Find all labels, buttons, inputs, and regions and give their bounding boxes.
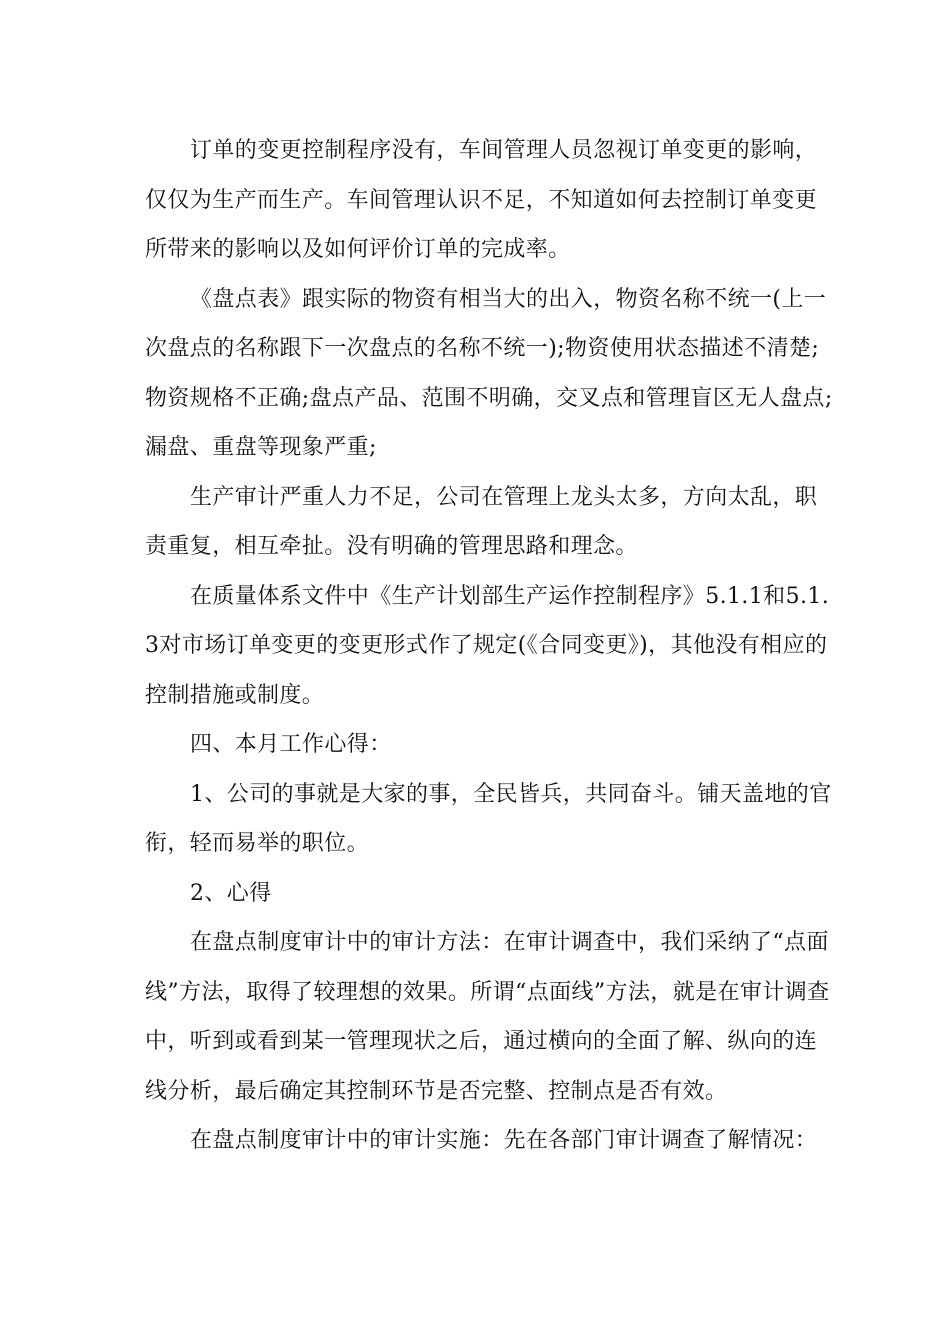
paragraph-audit-staffing: 生产审计严重人力不足，公司在管理上龙头太多，方向太乱，职责重复，相互牵扯。没有明确的管理思路和理念。 [145, 484, 818, 559]
paragraph-audit-implementation: 在盘点制度审计中的审计实施：先在各部门审计调查了解情况： [190, 1128, 818, 1153]
section-heading-monthly-insights: 四、本月工作心得： [190, 732, 392, 757]
paragraph-audit-method: 在盘点制度审计中的审计方法：在审计调查中，我们采纳了“点面线”方法，取得了较理想的效果。所谓“点面线”方法，就是在审计调查中，听到或看到某一管理现状之后，通过横向的全面了解、纵向的连线分析，最后确定其控制环节是否完整、控制点是否有效。 [145, 930, 830, 1104]
document-body [145, 126, 835, 1166]
paragraph-inventory-sheet-issues: 《盘点表》跟实际的物资有相当大的出入，物资名称不统一(上一次盘点的名称跟下一次盘点的名称不统一);物资使用状态描述不清楚;物资规格不正确;盘点产品、范围不明确，交叉点和管理盲区无人盘点;漏盘、重盘等现象严重; [145, 286, 833, 460]
paragraph-quality-system-docs: 在质量体系文件中《生产计划部生产运作控制程序》5.1.1和5.1.3对市场订单变更的变更形式作了规定(《合同变更》)，其他没有相应的控制措施或制度。 [145, 583, 830, 708]
list-item-2: 2、心得 [190, 880, 272, 906]
paragraph-order-change-control: 订单的变更控制程序没有，车间管理人员忽视订单变更的影响，仅仅为生产而生产。车间管理认识不足，不知道如何去控制订单变更所带来的影响以及如何评价订单的完成率。 [145, 138, 818, 262]
list-item-1: 1、公司的事就是大家的事，全民皆兵，共同奋斗。铺天盖地的官衔，轻而易举的职位。 [145, 781, 832, 856]
